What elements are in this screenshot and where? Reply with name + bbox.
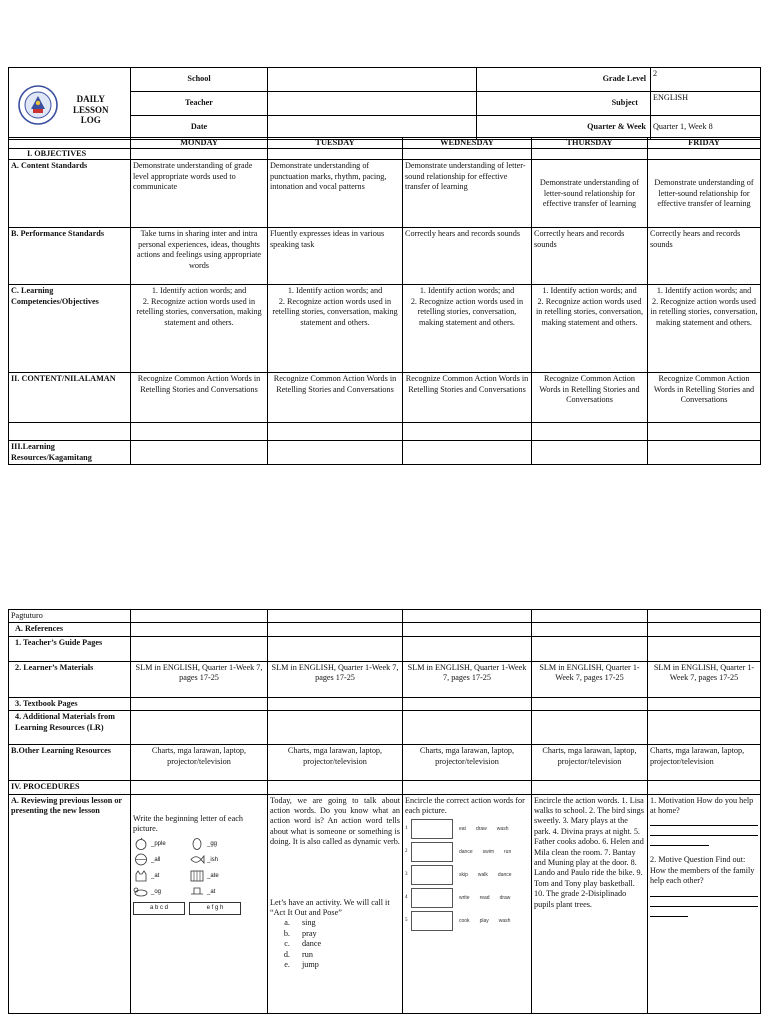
other-resources-tuesday: Charts, mga larawan, laptop, projector/television — [268, 745, 403, 781]
performance-standard-monday: Take turns in sharing inter and intra personal experiences, ideas, thoughts actions and feelings using appropriate words — [131, 228, 268, 285]
motivation-question: 1. Motivation How do you help at home? — [650, 795, 754, 816]
day-header-blank — [9, 138, 131, 149]
monday-instruction: Write the beginning letter of each picture. — [133, 813, 243, 834]
content-standard-tuesday: Demonstrate understanding of punctuation marks, rhythm, pacing, intonation and vocal patterns — [268, 160, 403, 228]
action-item: c. dance — [292, 939, 400, 949]
title-line-3: LOG — [80, 115, 101, 125]
day-header-wednesday: WEDNESDAY — [403, 138, 532, 149]
picture-box — [411, 888, 453, 908]
performance-standards-label: B. Performance Standards — [9, 228, 131, 285]
competency-friday: 1. Identify action words; and 2. Recognize action words used in retelling stories, conversation, making statement and others. — [648, 285, 761, 373]
picture-box — [411, 842, 453, 862]
learners-materials-friday: SLM in ENGLISH, Quarter 1-Week 7, pages 17-25 — [648, 661, 761, 697]
review-lesson-label: A. Reviewing previous lesson or presenting the new lesson — [9, 794, 131, 1013]
additional-materials-label: 4. Additional Materials from Learning Resources (LR) — [9, 711, 131, 745]
lesson-log-table-1-body — [8, 137, 761, 465]
blank-dog: _og — [151, 888, 162, 895]
deped-seal-icon — [17, 84, 59, 126]
blank-ball: _all — [151, 856, 161, 863]
content-wednesday: Recognize Common Action Words in Retelling Stories and Conversations — [403, 373, 532, 423]
competencies-label: C. Learning Competencies/Objectives — [9, 285, 131, 373]
header-logo-cell — [9, 68, 131, 140]
beginning-letter-worksheet — [133, 837, 265, 914]
date-field[interactable] — [268, 116, 477, 140]
other-resources-wednesday: Charts, mga larawan, laptop, projector/television — [403, 745, 532, 781]
competency-thursday: 1. Identify action words; and 2. Recognize action words used in retelling stories, conversation, making statement and others. — [532, 285, 648, 373]
wednesday-instruction: Encircle the correct action words for each picture. — [405, 795, 525, 816]
day-header-thursday: THURSDAY — [532, 138, 648, 149]
blank-hat: _at — [207, 888, 216, 895]
learners-materials-tuesday: SLM in ENGLISH, Quarter 1-Week 7, pages 17-25 — [268, 661, 403, 697]
content-standard-monday: Demonstrate understanding of grade level appropriate words used to communicate — [131, 160, 268, 228]
learning-resources-label: III.Learning Resources/Kagamitang — [9, 441, 131, 465]
review-tuesday — [268, 794, 403, 1013]
action-item: a. sing — [292, 918, 400, 928]
ball-icon — [133, 853, 149, 866]
content-tuesday: Recognize Common Action Words in Retelling Stories and Conversations — [268, 373, 403, 423]
lesson-log-table-2 — [8, 609, 761, 1014]
egg-icon — [189, 837, 205, 850]
objectives-label: I. OBJECTIVES — [9, 149, 131, 160]
references-label: A. References — [9, 623, 131, 636]
subject-label: Subject — [477, 92, 651, 116]
competency-monday: 1. Identify action words; and 2. Recognize action words used in retelling stories, conversation, making statement and others. — [131, 285, 268, 373]
title-line-2: LESSON — [73, 104, 109, 115]
content-standard-thursday: Demonstrate understanding of letter-sound relationship for effective transfer of learning — [532, 160, 648, 228]
teacher-field[interactable] — [268, 92, 477, 116]
other-resources-monday: Charts, mga larawan, laptop, projector/television — [131, 745, 268, 781]
quarter-week-field[interactable]: Quarter 1, Week 8 — [651, 116, 761, 140]
tuesday-intro: Today, we are going to talk about action words. Do you know what an action word is? An action word tells about what is someone or something is doing. It is also called as dynamic verb. — [270, 795, 400, 847]
action-item: b. pray — [292, 929, 400, 939]
letter-choices-right: e f g h — [189, 902, 241, 914]
pagtuturo-label: Pagtuturo — [9, 610, 131, 623]
competency-tuesday: 1. Identify action words; and 2. Recognize action words used in retelling stories, conversation, making statement and others. — [268, 285, 403, 373]
competency-wednesday: 1. Identify action words; and 2. Recognize action words used in retelling stories, conversation, making statement and others. — [403, 285, 532, 373]
content-friday: Recognize Common Action Words in Retelling Stories and Conversations — [648, 373, 761, 423]
quarter-week-label: Quarter & Week — [477, 116, 651, 140]
grade-level-label: Grade Level — [477, 68, 651, 92]
cat-icon — [133, 869, 149, 882]
day-header-monday: MONDAY — [131, 138, 268, 149]
letter-choices-left: a b c d — [133, 902, 185, 914]
picture-box — [411, 819, 453, 839]
motive-question: 2. Motive Question Find out: How the members of the family help each other? — [650, 855, 755, 886]
school-field[interactable] — [268, 68, 477, 92]
gate-icon — [189, 869, 205, 882]
performance-standard-thursday: Correctly hears and records sounds — [532, 228, 648, 285]
encircle-worksheet: 1 eat draw wash 2 dance swim run 3 skip walk dance 4 write read draw 5 cook play wash — [405, 819, 529, 931]
subject-field[interactable]: ENGLISH — [651, 92, 761, 116]
review-wednesday — [403, 794, 532, 1013]
performance-standard-wednesday: Correctly hears and records sounds — [403, 228, 532, 285]
textbook-pages-label: 3. Textbook Pages — [9, 697, 131, 710]
content-standard-friday: Demonstrate understanding of letter-sound relationship for effective transfer of learning — [648, 160, 761, 228]
school-label: School — [131, 68, 268, 92]
blank-egg: _gg — [207, 840, 218, 847]
learners-materials-wednesday: SLM in ENGLISH, Quarter 1-Week 7, pages 17-25 — [403, 661, 532, 697]
performance-standard-tuesday: Fluently expresses ideas in various speaking task — [268, 228, 403, 285]
blank-gate: _ate — [207, 872, 219, 879]
lesson-log-table-1 — [8, 67, 761, 140]
title-line-1: DAILY — [76, 94, 105, 104]
review-monday — [131, 794, 268, 1013]
teacher-label: Teacher — [131, 92, 268, 116]
picture-box — [411, 865, 453, 885]
other-resources-label: B.Other Learning Resources — [9, 745, 131, 781]
fish-icon — [189, 853, 205, 866]
learners-materials-thursday: SLM in ENGLISH, Quarter 1-Week 7, pages 17-25 — [532, 661, 648, 697]
content-standard-wednesday: Demonstrate understanding of letter-sound relationship for effective transfer of learning — [403, 160, 532, 228]
procedures-label: IV. PROCEDURES — [9, 781, 131, 794]
tuesday-activity: Let’s have an activity. We will call it “Act It Out and Pose” — [270, 897, 390, 918]
blank-fish: _ish — [207, 856, 219, 863]
review-thursday: Encircle the action words. 1. Lisa walks to school. 2. The bird sings sweetly. 3. Mary plays at the park. 4. Divina prays at night. 5. Father cooks adobo. 6. Helen and Mila clean the room. 7. Bantay and Muning play at the door. 8. Lando and Paulo ride the bike. 9. Tom and Tony play basketball. 10. The grade 2-Disiplinado pupils plant trees. — [532, 794, 648, 1013]
action-list — [270, 918, 400, 970]
date-label: Date — [131, 116, 268, 140]
other-resources-thursday: Charts, mga larawan, laptop, projector/television — [532, 745, 648, 781]
other-resources-friday: Charts, mga larawan, laptop, projector/television — [648, 745, 761, 781]
apple-icon — [133, 837, 149, 850]
action-item: e. jump — [292, 960, 400, 970]
review-friday — [648, 794, 761, 1013]
performance-standard-friday: Correctly hears and records sounds — [648, 228, 761, 285]
day-header-friday: FRIDAY — [648, 138, 761, 149]
picture-box — [411, 911, 453, 931]
blank-cat: _at — [151, 872, 160, 879]
content-standards-label: A. Content Standards — [9, 160, 131, 228]
content-thursday: Recognize Common Action Words in Retelling Stories and Conversations — [532, 373, 648, 423]
grade-level-field[interactable]: 2 — [651, 68, 761, 92]
learners-materials-label: 2. Learner’s Materials — [9, 661, 131, 697]
teachers-guide-label: 1. Teacher’s Guide Pages — [9, 636, 131, 661]
content-monday: Recognize Common Action Words in Retelling Stories and Conversations — [131, 373, 268, 423]
blank-apple: _pple — [151, 840, 166, 847]
content-nilalaman-label: II. CONTENT/NILALAMAN — [9, 373, 131, 423]
day-header-tuesday: TUESDAY — [268, 138, 403, 149]
action-item: d. run — [292, 950, 400, 960]
hat-icon — [189, 885, 205, 898]
dog-icon — [133, 885, 149, 898]
learners-materials-monday: SLM in ENGLISH, Quarter 1-Week 7, pages 17-25 — [131, 661, 268, 697]
